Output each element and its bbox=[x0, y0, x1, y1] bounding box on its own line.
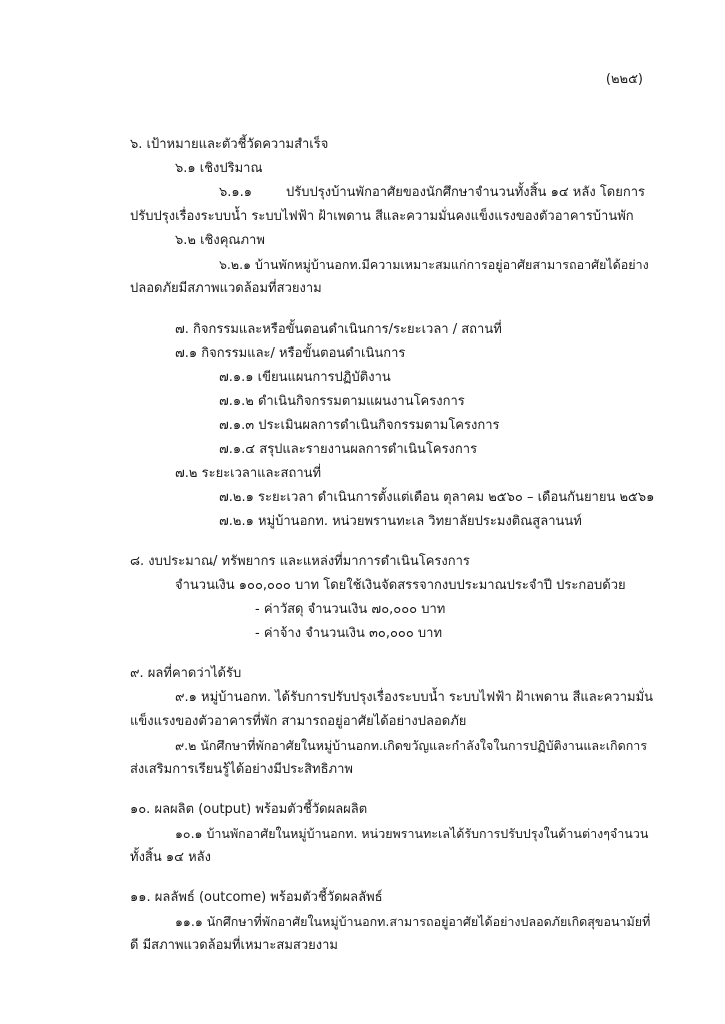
section-9-heading: ๙. ผลที่คาดว่าได้รับ bbox=[130, 666, 242, 681]
section-10-1-text: ๑๐.๑ บ้านพักอาศัยในหมู่บ้านอกท. หน่วยพรานทะเลได้รับการปรับปรุงในด้านต่างๆจำนวน bbox=[175, 826, 649, 841]
section-7-1-1: ๗.๑.๑ เขียนแผนการปฏิบัติงาน bbox=[219, 370, 391, 385]
section-6-2-1-text: ๖.๒.๑ บ้านพักหมู่บ้านอกท.มีความเหมาะสมแก่การอยู่อาศัยสามารถอาศัยได้อย่าง bbox=[219, 257, 649, 272]
section-6-heading: ๖. เป้าหมายและตัวชี้วัดความสำเร็จ bbox=[130, 137, 329, 152]
section-8-material-cost: - ค่าวัสดุ จำนวนเงิน ๗๐,๐๐๐ บาท bbox=[255, 602, 446, 617]
section-11-heading: ๑๑. ผลลัพธ์ (outcome) พร้อมตัวชี้วัดผลลัพธ์ bbox=[130, 890, 383, 905]
section-6-1-1-continuation: ปรับปรุงเรื่องระบบน้ำ ระบบไฟฟ้า ฝ้าเพดาน สีและความมั่นคงแข็งแรงของตัวอาคารบ้านพัก bbox=[130, 209, 634, 224]
section-7-2-label: ๗.๒ ระยะเวลาและสถานที่ bbox=[175, 466, 322, 481]
section-6-1-1-number: ๖.๑.๑ bbox=[219, 185, 253, 200]
section-7-2-1-period: ๗.๒.๑ ระยะเวลา ดำเนินการตั้งแต่เดือน ตุลาคม ๒๕๖๐ – เดือนกันยายน ๒๕๖๑ bbox=[219, 490, 655, 505]
section-9-1-continuation: แข็งแรงของตัวอาคารที่พัก สามารถอยู่อาศัยได้อย่างปลอดภัย bbox=[130, 714, 467, 729]
section-8-amount: จำนวนเงิน ๑๐๐,๐๐๐ บาท โดยใช้เงินจัดสรรจากงบประมาณประจำปี ประกอบด้วย bbox=[175, 578, 626, 593]
page-number: (๒๒๕) bbox=[605, 72, 643, 87]
section-7-1-2: ๗.๑.๒ ดำเนินกิจกรรมตามแผนงานโครงการ bbox=[219, 394, 465, 409]
section-7-1-4: ๗.๑.๔ สรุปและรายงานผลการดำเนินโครงการ bbox=[219, 442, 478, 457]
section-7-2-1-location: ๗.๒.๑ หมู่บ้านอกท. หน่วยพรานทะเล วิทยาลัยประมงติณสูลานนท์ bbox=[219, 514, 582, 529]
section-9-2-continuation: ส่งเสริมการเรียนรู้ได้อย่างมีประสิทธิภาพ bbox=[130, 762, 353, 777]
section-6-2-label: ๖.๒ เชิงคุณภาพ bbox=[175, 233, 265, 248]
section-6-2-1-continuation: ปลอดภัยมีสภาพแวดล้อมที่สวยงาม bbox=[130, 281, 322, 296]
section-6-1-1-text: ปรับปรุงบ้านพักอาศัยของนักศึกษาจำนวนทั้งสิ้น ๑๔ หลัง โดยการ bbox=[286, 185, 646, 200]
section-8-heading: ๘. งบประมาณ/ ทรัพยากร และแหล่งที่มาการดำเนินโครงการ bbox=[130, 554, 470, 569]
section-11-1-continuation: ดี มีสภาพแวดล้อมที่เหมาะสมสวยงาม bbox=[130, 938, 338, 953]
section-9-1-text: ๙.๑ หมู่บ้านอกท. ได้รับการปรับปรุงเรื่องระบบน้ำ ระบบไฟฟ้า ฝ้าเพดาน สีและความมั่น bbox=[175, 690, 654, 705]
section-10-heading: ๑๐. ผลผลิต (output) พร้อมตัวชี้วัดผลผลิต bbox=[130, 802, 368, 817]
section-8-labor-cost: - ค่าจ้าง จำนวนเงิน ๓๐,๐๐๐ บาท bbox=[255, 626, 443, 641]
section-11-1-text: ๑๑.๑ นักศึกษาที่พักอาศัยในหมู่บ้านอกท.สามารถอยู่อาศัยได้อย่างปลอดภัยเกิดสุขอนามัยที่ bbox=[175, 914, 651, 929]
section-9-2-text: ๙.๒ นักศึกษาที่พักอาศัยในหมู่บ้านอกท.เกิดขวัญและกำลังใจในการปฏิบัติงานและเกิดการ bbox=[175, 738, 648, 753]
section-7-heading: ๗. กิจกรรมและหรือขั้นตอนดำเนินการ/ระยะเวลา / สถานที่ bbox=[175, 322, 502, 337]
section-6-1-label: ๖.๑ เชิงปริมาณ bbox=[175, 161, 263, 176]
section-10-1-continuation: ทั้งสิ้น ๑๔ หลัง bbox=[130, 850, 211, 865]
section-7-1-3: ๗.๑.๓ ประเมินผลการดำเนินกิจกรรมตามโครงการ bbox=[219, 418, 500, 433]
section-7-1-label: ๗.๑ กิจกรรมและ/ หรือขั้นตอนดำเนินการ bbox=[175, 346, 406, 361]
